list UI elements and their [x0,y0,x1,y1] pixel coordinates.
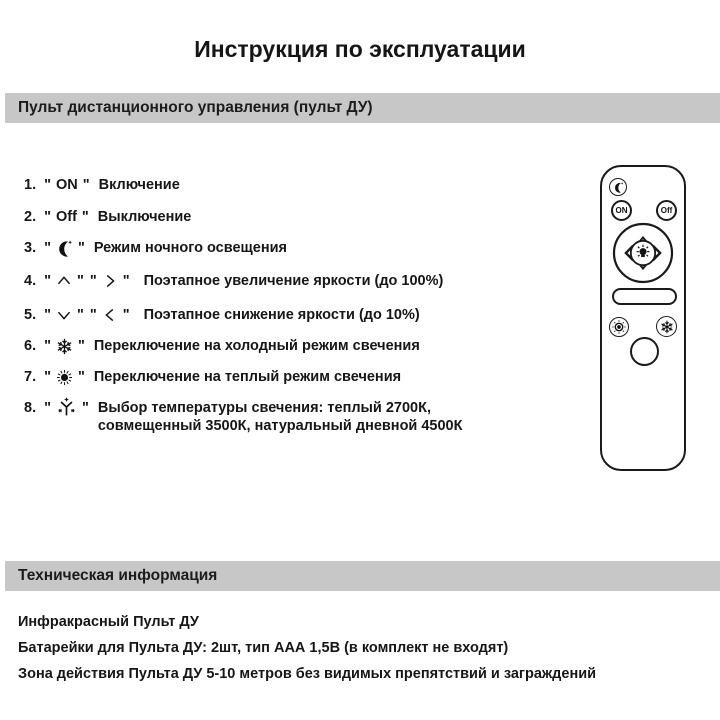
quote-mark: " [44,209,51,225]
page-title: Инструкция по эксплуатации [194,36,526,62]
item-number: 5. [24,307,37,323]
quote-mark: " [44,273,51,289]
tech-info-line: Батарейки для Пульта ДУ: 2шт, тип ААА 1,5В (в комплект не входят) [18,640,509,656]
item-number: 6. [24,338,37,354]
list-item [24,272,443,290]
button-label-off: Off [55,209,77,225]
item-number: 2. [24,209,37,225]
off-button [656,200,677,221]
item-description: Включение [98,177,180,193]
list-item [24,337,420,355]
night-mode-button [609,178,627,196]
tech-info-line: Зона действия Пульта ДУ 5-10 метров без видимых препятствий и заграждений [18,666,597,682]
brightness-dpad [612,222,674,284]
quote-mark: " [44,177,51,193]
quote-mark: " [122,307,130,323]
section-header-tech [5,561,720,591]
quote-mark: " [44,240,51,256]
list-item [24,208,191,226]
list-item [24,399,462,435]
pill-button [612,288,677,305]
item-description: Выключение [97,209,192,225]
section-header-tech-label: Техническая информация [18,567,218,584]
section-header-remote-label: Пульт дистанционного управления (пульт ДУ) [18,99,373,116]
quote-mark: " [77,338,85,354]
moon-icon [56,240,73,257]
on-button [611,200,632,221]
chevron-up-icon [56,273,72,289]
item-description-line2: совмещенный 3500К, натуральный дневной 4500К [97,418,463,434]
quote-mark: " [76,273,84,289]
snowflake-icon [56,338,73,355]
item-number: 4. [24,273,37,289]
quote-mark: " [44,400,51,416]
button-label-on: ON [55,177,78,193]
item-description: Переключение на теплый режим свечения [93,369,402,385]
chevron-left-icon [102,307,118,323]
tech-info-line: Инфракрасный Пульт ДУ [18,614,199,630]
remote-control-illustration [600,165,686,471]
chevron-right-icon [102,273,118,289]
sun-icon [56,369,73,386]
item-description: Поэтапное снижение яркости (до 10%) [143,307,420,323]
quote-mark: " [44,307,51,323]
quote-mark: " [81,209,89,225]
on-button-label: ON [615,206,628,215]
item-number: 7. [24,369,37,385]
list-item [24,306,420,324]
item-description: Выбор температуры свечения: теплый 2700К, [97,400,432,416]
list-item [24,176,180,194]
warm-mode-button [609,317,629,337]
item-description: Режим ночного освещения [93,240,287,256]
quote-mark: " [89,307,97,323]
off-button-label: Off [660,206,673,215]
quote-mark: " [89,273,97,289]
item-number: 1. [24,177,37,193]
list-item [24,368,401,386]
list-item [24,239,287,257]
item-description: Переключение на холодный режим свечения [93,338,420,354]
quote-mark: " [76,307,84,323]
item-number: 8. [24,400,37,416]
item-description: Поэтапное увеличение яркости (до 100%) [143,273,444,289]
quote-mark: " [77,369,85,385]
cct-select-button [630,337,659,366]
cold-mode-button [656,316,677,337]
quote-mark: " [81,400,89,416]
item-number: 3. [24,240,37,256]
quote-mark: " [44,369,51,385]
quote-mark: " [44,338,51,354]
quote-mark: " [122,273,130,289]
cct-icon [56,397,77,418]
chevron-down-icon [56,307,72,323]
quote-mark: " [82,177,90,193]
quote-mark: " [77,240,85,256]
section-header-remote [5,93,720,123]
